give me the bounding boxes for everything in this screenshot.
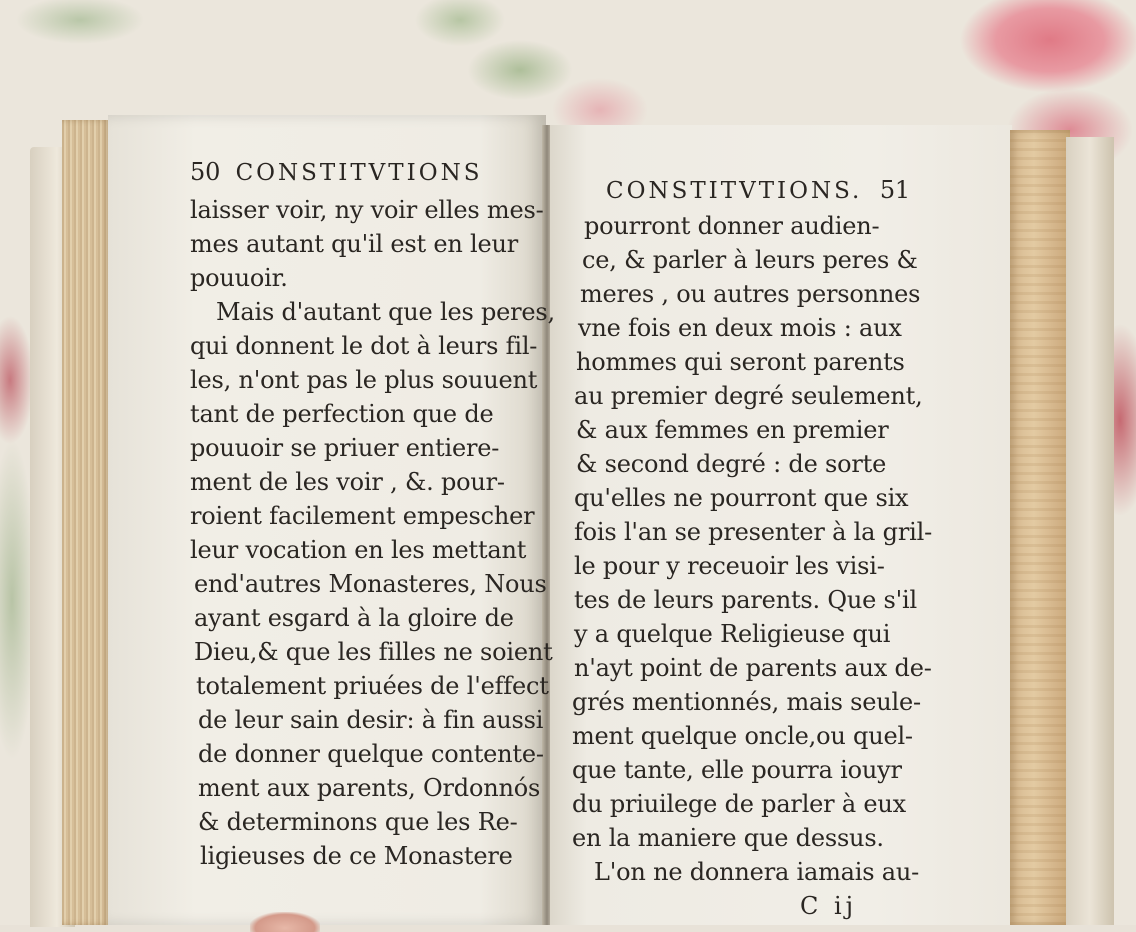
text-line: grés mentionnés, mais seule- <box>572 688 921 716</box>
text-line: qui donnent le dot à leurs fil- <box>190 332 538 360</box>
text-line: totalement priuées de l'effect <box>196 672 549 700</box>
text-line: & aux femmes en premier <box>576 416 889 444</box>
text-line: L'on ne donnera iamais au- <box>594 858 920 886</box>
text-line: que tante, elle pourra iouyr <box>572 756 902 784</box>
text-line: au premier degré seulement, <box>574 382 923 410</box>
text-line: hommes qui seront parents <box>576 348 905 376</box>
text-line: ligieuses de ce Monastere <box>200 842 513 870</box>
text-line: qu'elles ne pourront que six <box>574 484 909 512</box>
text-line: meres , ou autres personnes <box>580 280 921 308</box>
text-line: vne fois en deux mois : aux <box>578 314 902 342</box>
text-line: du priuilege de parler à eux <box>572 790 907 818</box>
text-line: pourront donner audien- <box>584 212 880 240</box>
text-line: ment aux parents, Ordonnós <box>198 774 541 802</box>
text-line: n'ayt point de parents aux de- <box>574 654 932 682</box>
text-line: ayant esgard à la gloire de <box>194 604 514 632</box>
text-line: y a quelque Religieuse qui <box>574 620 891 648</box>
text-line: pouuoir. <box>190 264 288 292</box>
text-line: ment de les voir , &. pour- <box>190 468 505 496</box>
text-line: laisser voir, ny voir elles mes- <box>190 196 544 224</box>
text-line: & determinons que les Re- <box>198 808 518 836</box>
left-page-number: 50 <box>190 158 221 186</box>
text-line: de leur sain desir: à fin aussi <box>198 706 544 734</box>
text-line: end'autres Monasteres, Nous <box>194 570 547 598</box>
text-line: le pour y receuoir les visi- <box>574 552 885 580</box>
text-line: en la maniere que dessus. <box>572 824 884 852</box>
text-line: & second degré : de sorte <box>576 450 887 478</box>
thumb <box>250 912 320 932</box>
text-line: Dieu,& que les filles ne soient <box>194 638 553 666</box>
text-line: fois l'an se presenter à la gril- <box>574 518 932 546</box>
text-line: ce, & parler à leurs peres & <box>582 246 918 274</box>
text-line: les, n'ont pas le plus souuent <box>190 366 538 394</box>
right-running-head: CONSTITVTIONS. <box>606 178 863 204</box>
text-line: pouuoir se priuer entiere- <box>190 434 500 462</box>
text-line: mes autant qu'il est en leur <box>190 230 519 258</box>
text-line: tes de leurs parents. Que s'il <box>574 586 917 614</box>
text-line: de donner quelque contente- <box>198 740 544 768</box>
text-line: ment quelque oncle,ou quel- <box>572 722 913 750</box>
text-line: tant de perfection que de <box>190 400 494 428</box>
left-running-head: CONSTITVTIONS <box>235 160 483 186</box>
text-line: Mais d'autant que les peres, <box>216 298 555 326</box>
right-page-number: 51 <box>879 176 910 204</box>
right-page-header <box>606 176 910 204</box>
text-line: leur vocation en les mettant <box>190 536 527 564</box>
text-line: roient facilement empescher <box>190 502 535 530</box>
signature-mark: C ij <box>800 892 858 920</box>
